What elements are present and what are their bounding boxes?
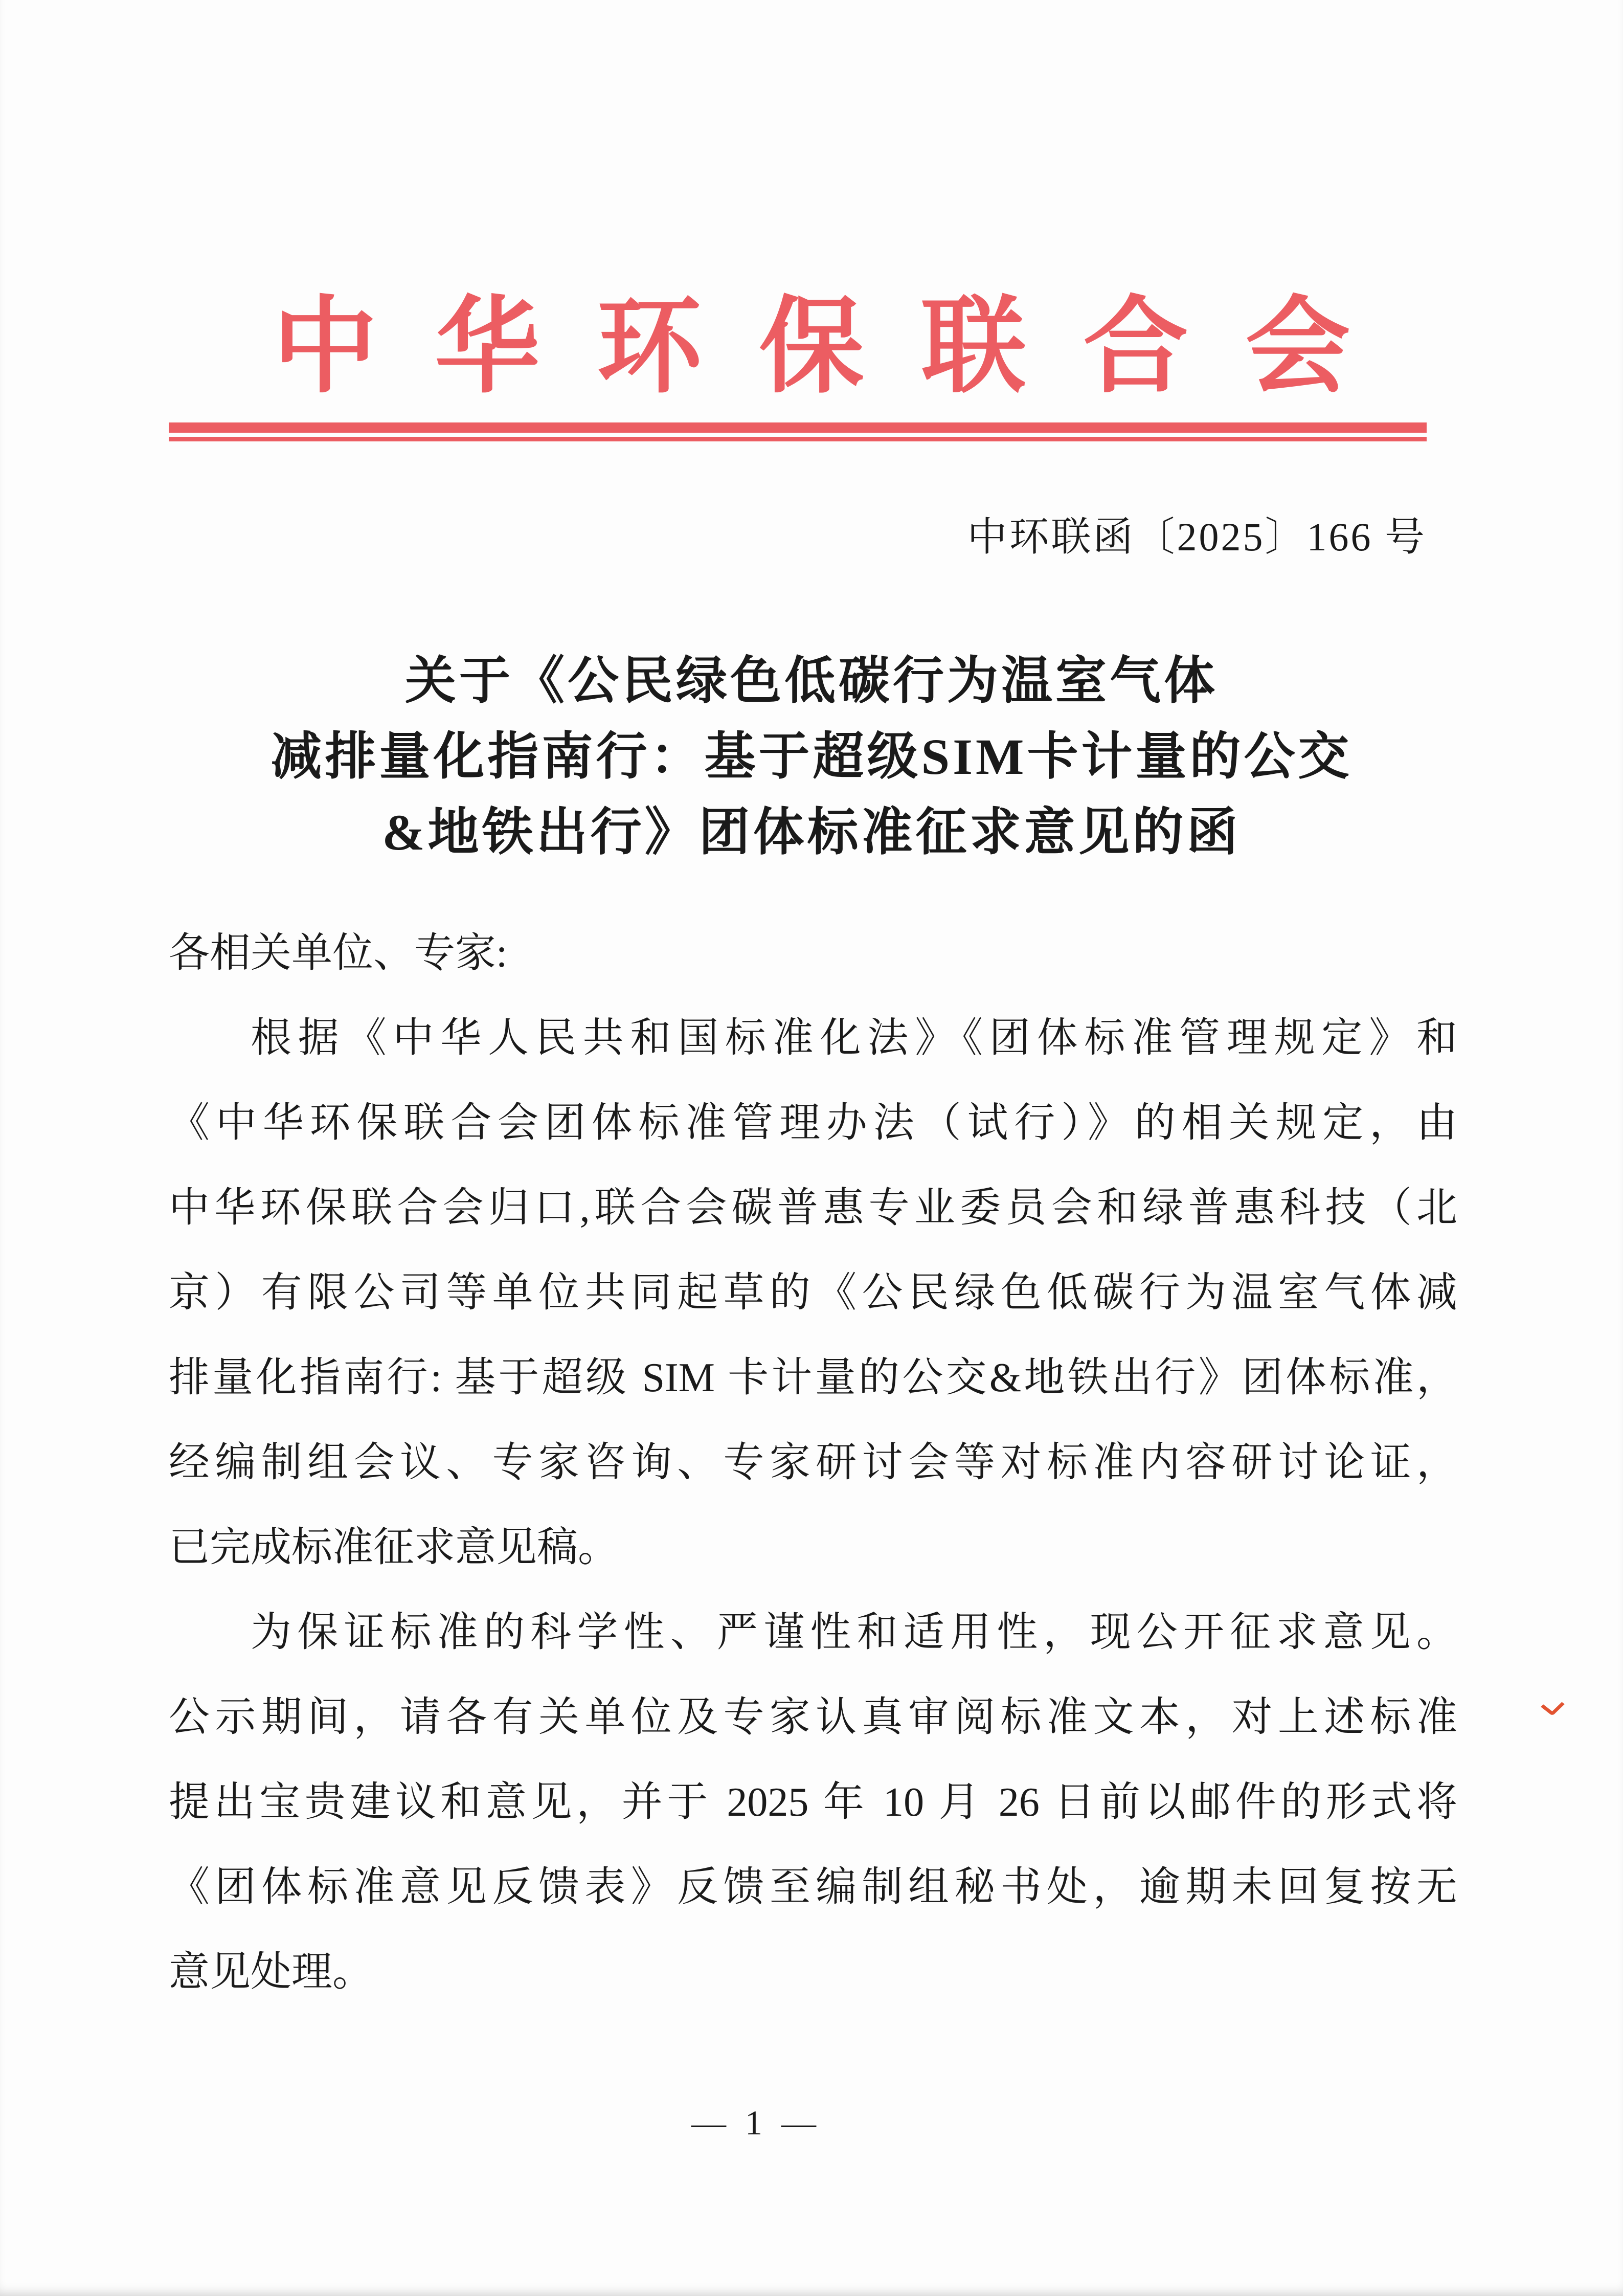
body-line: 排量化指南行: 基于超级 SIM 卡计量的公交&地铁出行》团体标准， (169, 1355, 1457, 1400)
letterhead-org-name: 中华环保联合会 (273, 289, 1408, 406)
body-line: 《团体标准意见反馈表》反馈至编制组秘书处，逾期未回复按无 (169, 1865, 1457, 1910)
page-number: — 1 — (691, 2103, 821, 2142)
letter-body (169, 911, 1457, 2015)
letterhead-rule-thin (169, 437, 1427, 441)
salutation: 各相关单位、专家: (169, 931, 508, 976)
body-line: 京）有限公司等单位共同起草的《公民绿色低碳行为温室气体减 (169, 1270, 1457, 1316)
red-ink-mark (1541, 1695, 1565, 1716)
title-line-3: &地铁出行》团体标准征求意见的函 (382, 804, 1241, 861)
document-title (82, 643, 1541, 871)
body-line: 经编制组会议、专家咨询、专家研讨会等对标准内容研讨论证， (169, 1440, 1457, 1485)
body-line: 为保证标准的科学性、严谨性和适用性，现公开征求意见。 (251, 1610, 1457, 1655)
document-reference-number: 中环联函〔2025〕166 号 (967, 515, 1427, 559)
letterhead-rule-thick (169, 422, 1427, 433)
body-line: 根据《中华人民共和国标准化法》《团体标准管理规定》和 (251, 1016, 1457, 1061)
title-line-2: 减排量化指南行：基于超级SIM卡计量的公交 (270, 728, 1352, 785)
body-line: 已完成标准征求意见稿。 (169, 1525, 619, 1570)
body-line: 提出宝贵建议和意见，并于 2025 年 10 月 26 日前以邮件的形式将 (169, 1780, 1457, 1825)
body-line: 意见处理。 (169, 1950, 373, 1995)
body-line: 公示期间，请各有关单位及专家认真审阅标准文本，对上述标准 (169, 1695, 1457, 1740)
body-line: 《中华环保联合会团体标准管理办法（试行）》的相关规定，由 (169, 1101, 1457, 1146)
body-line: 中华环保联合会归口,联合会碳普惠专业委员会和绿普惠科技（北 (169, 1186, 1457, 1231)
title-line-1: 关于《公民绿色低碳行为温室气体 (405, 653, 1218, 709)
